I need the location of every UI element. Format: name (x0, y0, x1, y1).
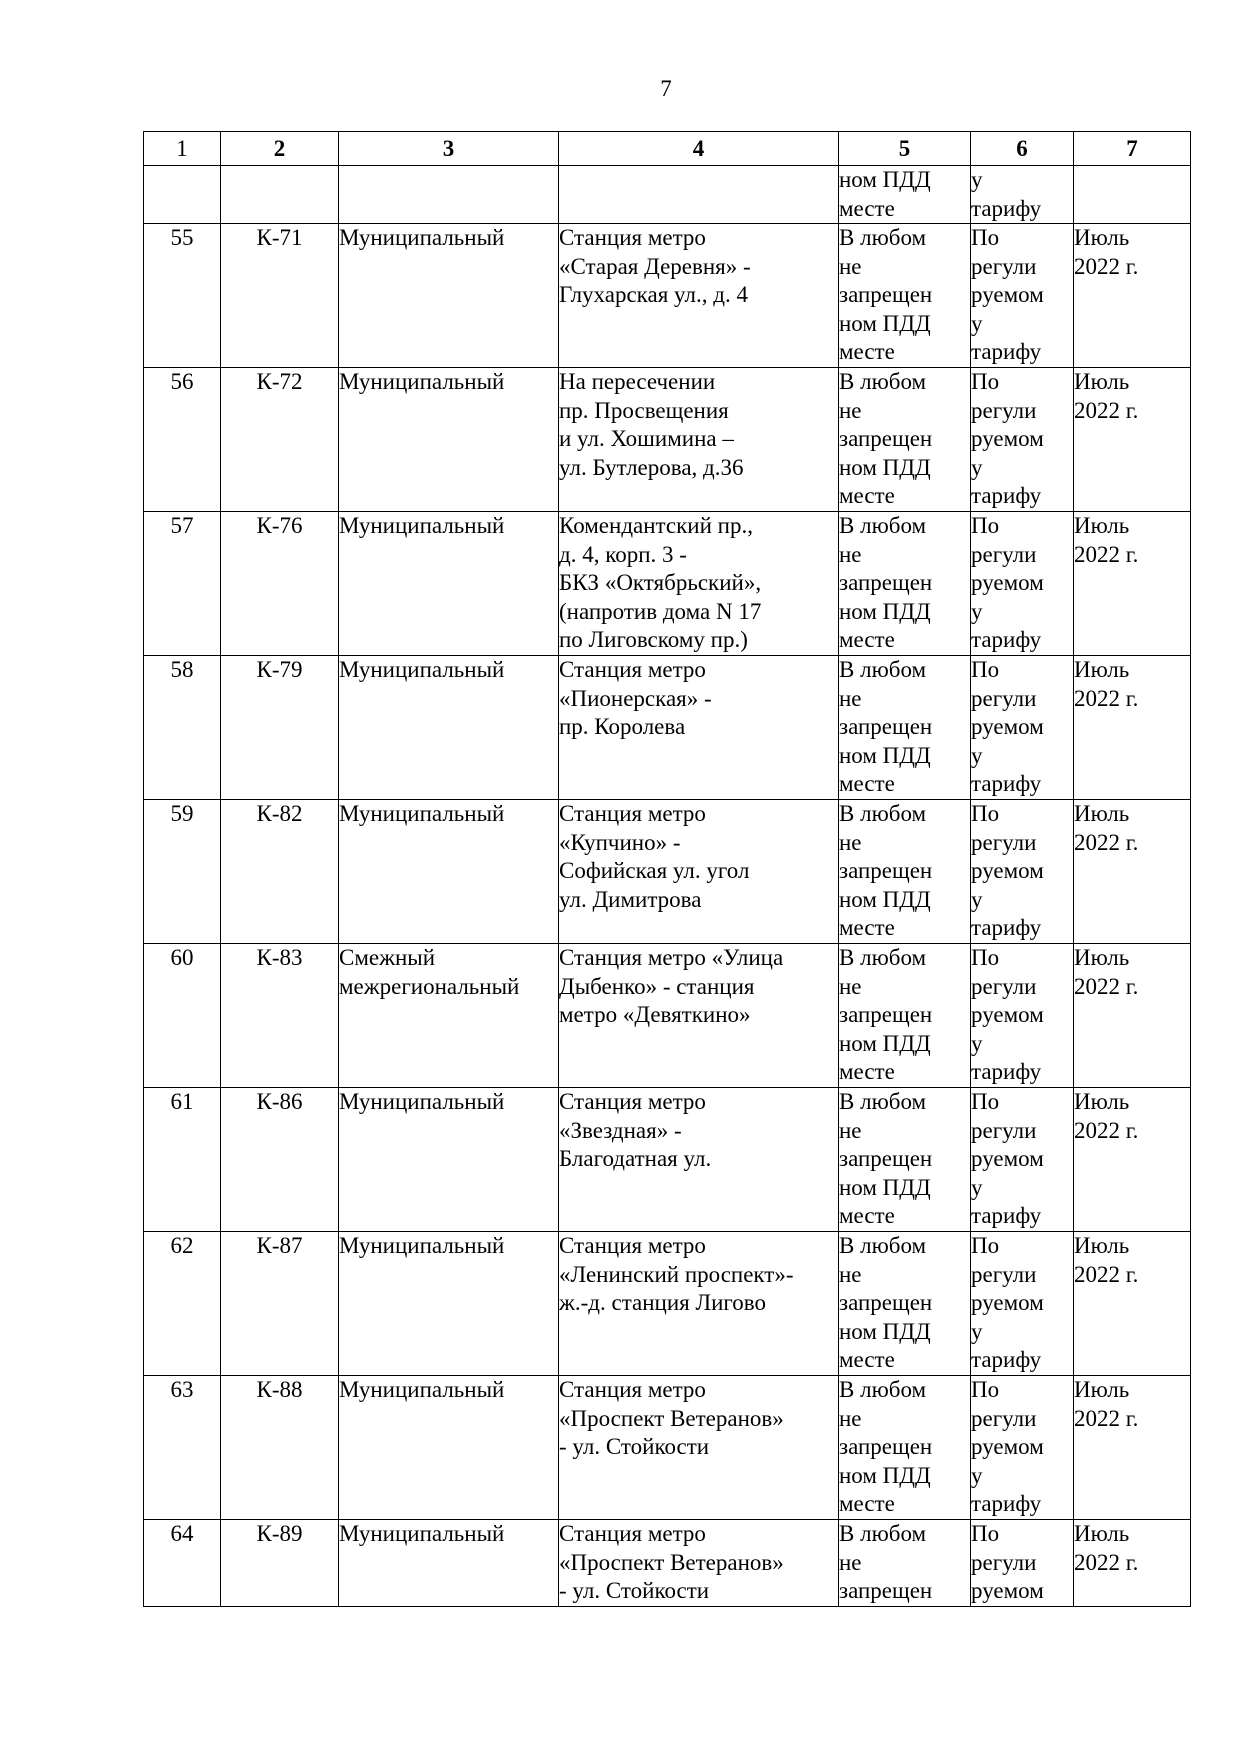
cell-code: К-83 (221, 944, 339, 1088)
cell-route: На пересечении пр. Просвещения и ул. Хошимина – ул. Бутлерова, д.36 (559, 368, 839, 512)
cell-date (1074, 166, 1191, 224)
cell-fare: По регули руемом у тарифу (971, 944, 1074, 1088)
cell-num: 62 (144, 1232, 221, 1376)
cell-stop: В любом не запрещен ном ПДД месте (839, 224, 971, 368)
cell-num: 64 (144, 1520, 221, 1607)
header-row (144, 132, 1191, 166)
cell-stop: В любом не запрещен ном ПДД месте (839, 656, 971, 800)
table-row-continuation (144, 166, 1191, 224)
table-row (144, 656, 1191, 800)
cell-fare: По регули руемом у тарифу (971, 1232, 1074, 1376)
table-row (144, 224, 1191, 368)
page-number: 7 (660, 76, 672, 101)
cell-stop: В любом не запрещен (839, 1520, 971, 1607)
cell-code: К-76 (221, 512, 339, 656)
cell-route (559, 166, 839, 224)
cell-date: Июль 2022 г. (1074, 224, 1191, 368)
cell-route: Станция метро «Купчино» - Софийская ул. угол ул. Димитрова (559, 800, 839, 944)
cell-route: Станция метро «Ленинский проспект»- ж.-д. станция Лигово (559, 1232, 839, 1376)
cell-route: Станция метро «Пионерская» - пр. Королева (559, 656, 839, 800)
cell-type: Муниципальный (339, 512, 559, 656)
column-header-7: 7 (1074, 132, 1191, 166)
cell-num: 58 (144, 656, 221, 800)
column-header-1: 1 (144, 132, 221, 166)
cell-type: Муниципальный (339, 1376, 559, 1520)
cell-date: Июль 2022 г. (1074, 1232, 1191, 1376)
column-header-4: 4 (559, 132, 839, 166)
cell-route: Комендантский пр., д. 4, корп. 3 - БКЗ «Октябрьский», (напротив дома N 17 по Лиговскому пр.) (559, 512, 839, 656)
table-row (144, 1520, 1191, 1607)
cell-stop: В любом не запрещен ном ПДД месте (839, 368, 971, 512)
cell-route: Станция метро «Проспект Ветеранов» - ул. Стойкости (559, 1520, 839, 1607)
cell-date: Июль 2022 г. (1074, 656, 1191, 800)
cell-type: Муниципальный (339, 224, 559, 368)
cell-fare: По регули руемом у тарифу (971, 512, 1074, 656)
routes-table (143, 131, 1191, 1607)
cell-fare: По регули руемом (971, 1520, 1074, 1607)
cell-stop: ном ПДД месте (839, 166, 971, 224)
cell-num (144, 166, 221, 224)
cell-code: К-82 (221, 800, 339, 944)
cell-type: Муниципальный (339, 656, 559, 800)
cell-type: Муниципальный (339, 368, 559, 512)
cell-code: К-88 (221, 1376, 339, 1520)
cell-num: 55 (144, 224, 221, 368)
cell-date: Июль 2022 г. (1074, 800, 1191, 944)
table-row (144, 944, 1191, 1088)
cell-fare: По регули руемом у тарифу (971, 800, 1074, 944)
cell-fare: По регули руемом у тарифу (971, 1376, 1074, 1520)
cell-stop: В любом не запрещен ном ПДД месте (839, 1232, 971, 1376)
cell-stop: В любом не запрещен ном ПДД месте (839, 1376, 971, 1520)
cell-fare: По регули руемом у тарифу (971, 368, 1074, 512)
cell-code: К-89 (221, 1520, 339, 1607)
cell-num: 56 (144, 368, 221, 512)
cell-date: Июль 2022 г. (1074, 1520, 1191, 1607)
cell-date: Июль 2022 г. (1074, 368, 1191, 512)
cell-fare: По регули руемом у тарифу (971, 1088, 1074, 1232)
column-header-5: 5 (839, 132, 971, 166)
cell-fare: у тарифу (971, 166, 1074, 224)
cell-date: Июль 2022 г. (1074, 1088, 1191, 1232)
cell-type: Муниципальный (339, 800, 559, 944)
cell-date: Июль 2022 г. (1074, 1376, 1191, 1520)
column-header-3: 3 (339, 132, 559, 166)
cell-date: Июль 2022 г. (1074, 944, 1191, 1088)
table-row (144, 1376, 1191, 1520)
cell-num: 57 (144, 512, 221, 656)
cell-code: К-87 (221, 1232, 339, 1376)
cell-num: 61 (144, 1088, 221, 1232)
cell-num: 63 (144, 1376, 221, 1520)
table-row (144, 368, 1191, 512)
cell-num: 60 (144, 944, 221, 1088)
cell-code: К-72 (221, 368, 339, 512)
cell-fare: По регули руемом у тарифу (971, 224, 1074, 368)
table-row (144, 800, 1191, 944)
cell-stop: В любом не запрещен ном ПДД месте (839, 1088, 971, 1232)
column-header-6: 6 (971, 132, 1074, 166)
cell-stop: В любом не запрещен ном ПДД месте (839, 944, 971, 1088)
cell-route: Станция метро «Улица Дыбенко» - станция метро «Девяткино» (559, 944, 839, 1088)
cell-code: К-71 (221, 224, 339, 368)
column-header-2: 2 (221, 132, 339, 166)
cell-num: 59 (144, 800, 221, 944)
cell-stop: В любом не запрещен ном ПДД месте (839, 800, 971, 944)
cell-route: Станция метро «Старая Деревня» - Глухарская ул., д. 4 (559, 224, 839, 368)
cell-type: Муниципальный (339, 1520, 559, 1607)
cell-type: Муниципальный (339, 1232, 559, 1376)
cell-fare: По регули руемом у тарифу (971, 656, 1074, 800)
table-row (144, 512, 1191, 656)
cell-date: Июль 2022 г. (1074, 512, 1191, 656)
table-row (144, 1088, 1191, 1232)
table-row (144, 1232, 1191, 1376)
cell-route: Станция метро «Звездная» - Благодатная ул. (559, 1088, 839, 1232)
cell-stop: В любом не запрещен ном ПДД месте (839, 512, 971, 656)
cell-type: Смежный межрегиональный (339, 944, 559, 1088)
cell-code (221, 166, 339, 224)
cell-type (339, 166, 559, 224)
cell-code: К-86 (221, 1088, 339, 1232)
cell-route: Станция метро «Проспект Ветеранов» - ул. Стойкости (559, 1376, 839, 1520)
cell-type: Муниципальный (339, 1088, 559, 1232)
cell-code: К-79 (221, 656, 339, 800)
